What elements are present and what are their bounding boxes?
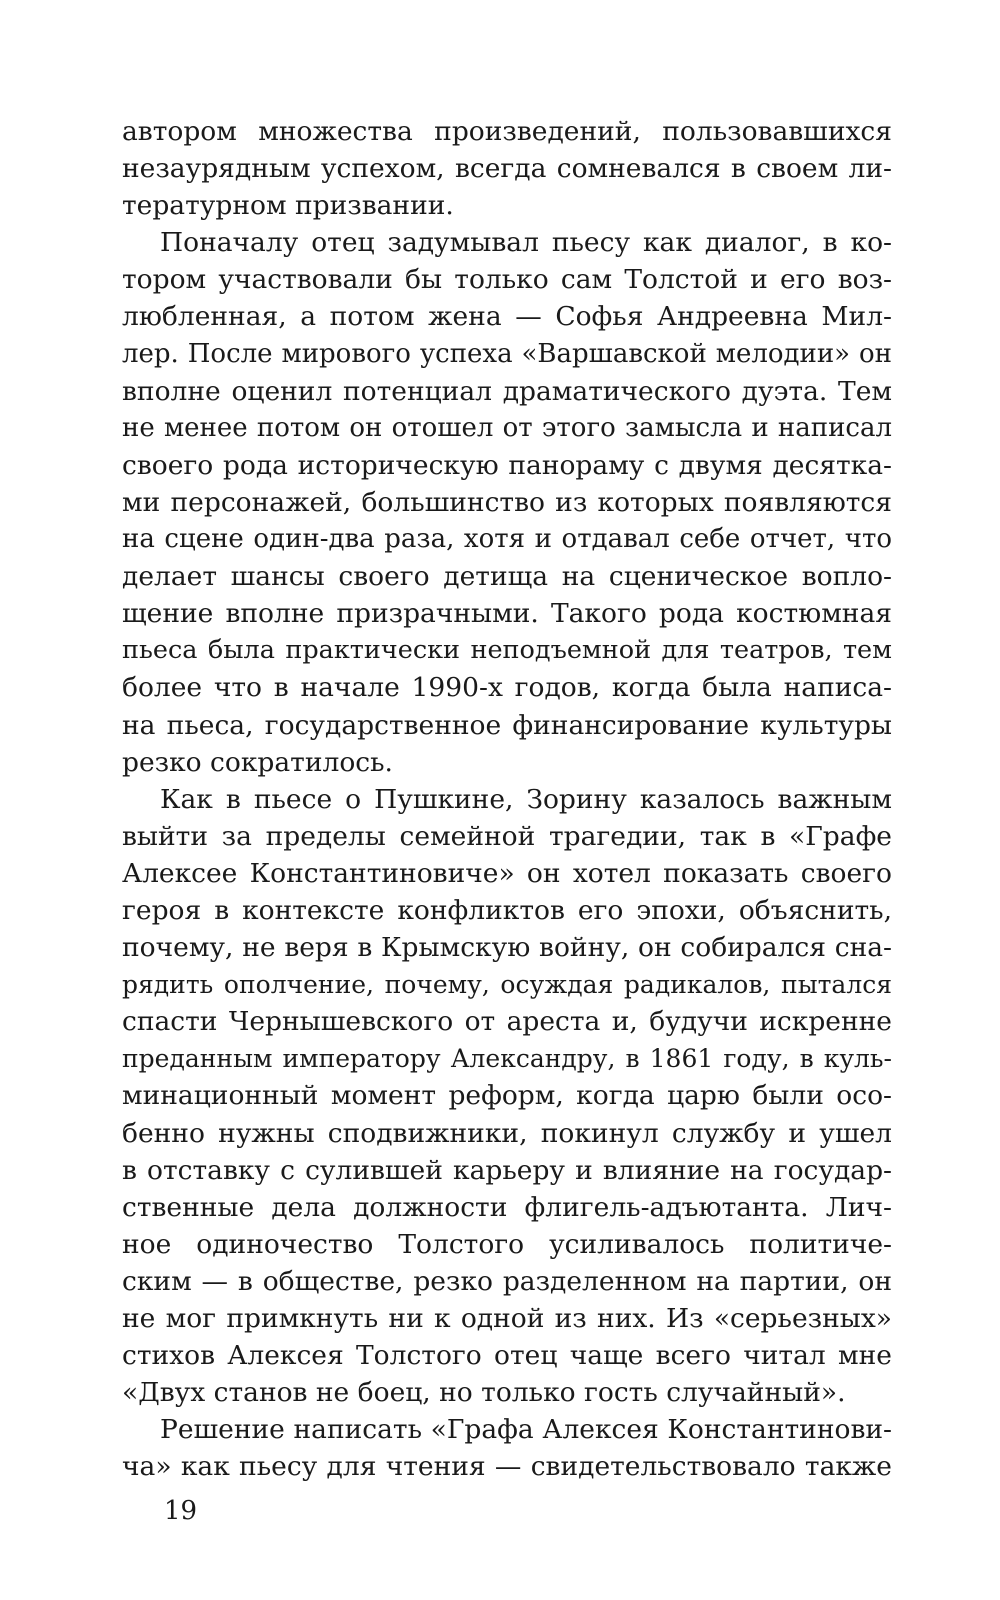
text-line: ное одиночество Толстого усиливалось политиче- [122,1228,892,1260]
text-line: тературном призвании. [122,190,454,222]
paragraph-first-line: Решение написать «Графа Алексея Константинови- [160,1414,892,1446]
text-line: выйти за пределы семейной трагедии, так в «Графе [122,820,892,852]
text-line: преданным императору Александру, в 1861 году, в куль- [122,1044,892,1074]
text-line: ми персонажей, большинство из которых появляются [122,486,892,518]
text-line: более что в начале 1990-х годов, когда была написа- [122,672,892,704]
text-line: пьеса была практически неподъемной для театров, тем [122,635,892,666]
text-line: минационный момент реформ, когда царю были осо- [122,1080,892,1112]
text-line: не мог примкнуть ни к одной из них. Из «серьезных» [122,1303,892,1334]
text-line: спасти Чернышевского от ареста и, будучи искренне [122,1006,892,1038]
text-line: делает шансы своего детища на сценическое вопло- [122,561,892,593]
text-line: не менее потом он отошел от этого замысла и написал [122,412,892,443]
body-text [122,113,892,1485]
text-line: щение вполне призрачными. Такого рода костюмная [122,598,892,630]
text-line: своего рода историческую панораму с двумя десятка- [122,449,892,481]
text-line: автором множества произведений, пользовавшихся [122,116,892,147]
text-line: лер. После мирового успеха «Варшавской мелодии» он [122,338,892,369]
paragraph-first-line: Поначалу отец задумывал пьесу как диалог, в ко- [160,227,892,259]
text-line: незаурядным успехом, всегда сомневался в своем ли- [122,153,892,185]
text-line: в отставку с сулившей карьеру и влияние на государ- [122,1154,892,1186]
text-line: рядить ополчение, почему, осуждая радикалов, пытался [122,970,892,1000]
text-line: «Двух станов не боец, но только гость случайный». [122,1377,846,1409]
text-line: героя в контексте конфликтов его эпохи, объяснить, [122,894,892,926]
text-line: тором участвовали бы только сам Толстой и его воз- [122,264,892,296]
text-line: Алексее Константиновиче» он хотел показать своего [122,857,892,889]
text-line: на пьеса, государственное финансирование культуры [122,709,892,741]
text-line: вполне оценил потенциал драматического дуэта. Тем [122,375,892,407]
paragraph-first-line: Как в пьесе о Пушкине, Зорину казалось важным [160,783,892,815]
page-number: 19 [164,1496,198,1526]
text-line: любленная, а потом жена — Софья Андреевна Мил- [122,301,892,333]
text-line: на сцене один-два раза, хотя и отдавал себе отчет, что [122,524,892,555]
text-line: ча» как пьесу для чтения — свидетельствовало также [122,1451,892,1483]
text-line: почему, не веря в Крымскую войну, он собирался сна- [122,932,892,964]
text-line: ственные дела должности флигель-адъютанта. Лич- [122,1191,892,1223]
text-line: ским — в обществе, резко разделенном на партии, он [122,1265,892,1297]
text-line: резко сократилось. [122,746,393,778]
text-line: бенно нужны сподвижники, покинул службу и ушел [122,1117,892,1149]
text-line: стихов Алексея Толстого отец чаще всего читал мне [122,1340,892,1372]
